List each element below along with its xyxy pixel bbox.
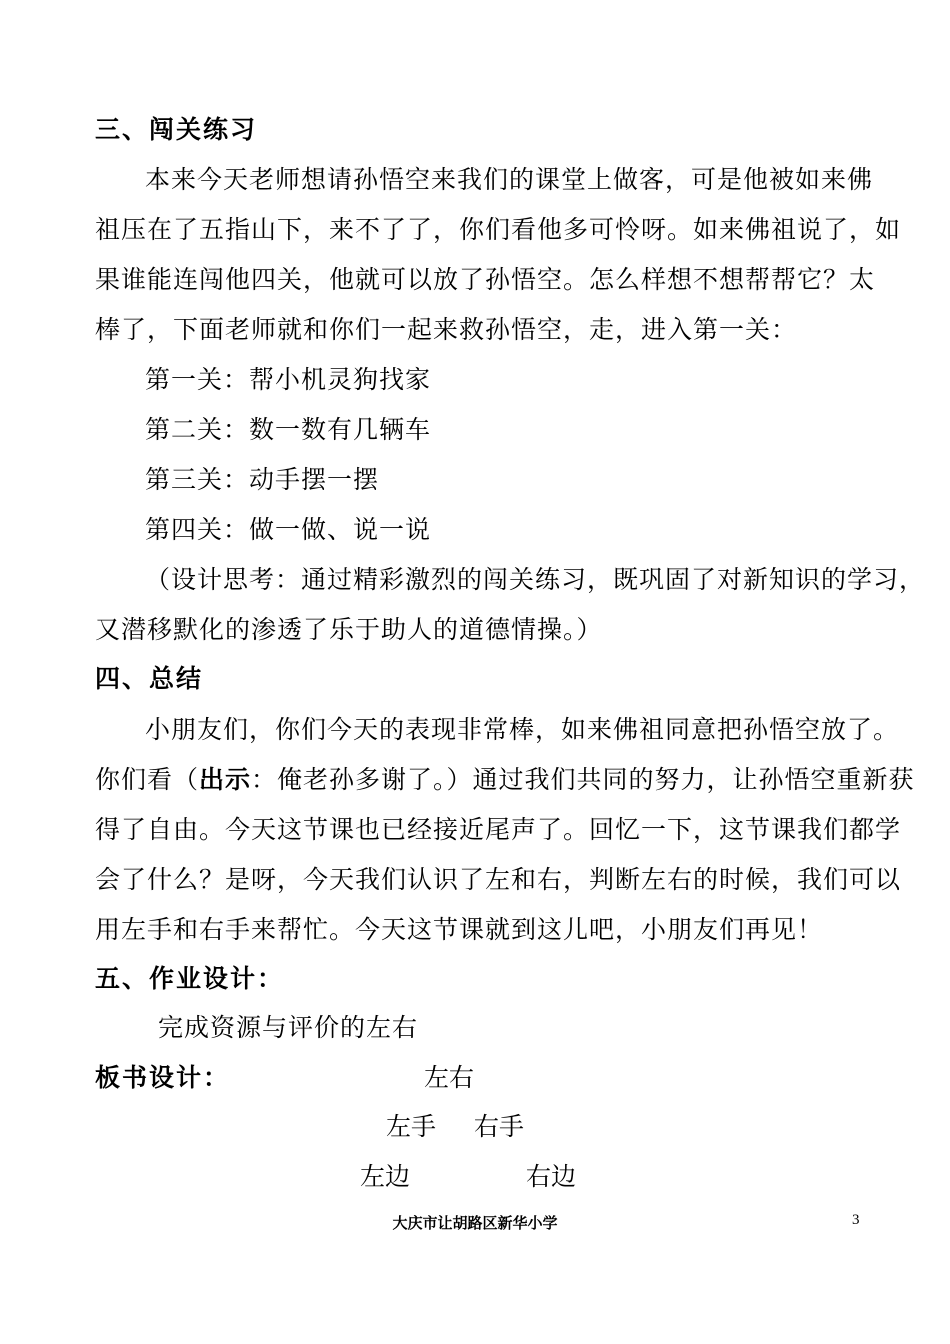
section-title-4: 四、总结 [95, 664, 204, 693]
level-item-2: 第二关：数一数有几辆车 [145, 415, 432, 444]
paragraph-line: 会了什么？是呀，今天我们认识了左和右，判断左右的时候，我们可以 [95, 865, 902, 894]
bold-keyword: 出示 [199, 765, 252, 794]
level-item-3: 第三关：动手摆一摆 [145, 465, 380, 494]
paragraph-line: 果谁能连闯他四关，他就可以放了孙悟空。怎么样想不想帮帮它？太 [95, 265, 876, 294]
design-note-line: （设计思考：通过精彩激烈的闯关练习，既巩固了对新知识的学习， [145, 565, 926, 594]
board-design-label: 板书设计： [95, 1063, 231, 1092]
board-left-hand: 左手 [386, 1112, 437, 1141]
section-title-3: 三、闯关练习 [95, 115, 258, 144]
paragraph-line: 用左手和右手来帮忙。今天这节课就到这儿吧，小朋友们再见！ [95, 915, 824, 944]
paragraph-line [95, 764, 915, 796]
level-item-4: 第四关：做一做、说一说 [145, 515, 432, 544]
board-top: 左右 [424, 1063, 475, 1092]
homework-line: 完成资源与评价的左右 [158, 1013, 419, 1042]
footer-school: 大庆市让胡路区新华小学 [392, 1214, 558, 1232]
paragraph-line: 本来今天老师想请孙悟空来我们的课堂上做客，可是他被如来佛 [145, 165, 874, 194]
page-number: 3 [852, 1212, 860, 1228]
board-right-side: 右边 [526, 1162, 577, 1191]
section-title-5: 五、作业设计： [95, 964, 285, 993]
level-item-1: 第一关：帮小机灵狗找家 [145, 365, 432, 394]
text-span: ：俺老孙多谢了。）通过我们共同的努力，让孙悟空重新获 [251, 765, 915, 794]
design-note-line: 又潜移默化的渗透了乐于助人的道德情操。） [95, 615, 603, 644]
paragraph-line: 得了自由。今天这节课也已经接近尾声了。回忆一下，这节课我们都学 [95, 815, 902, 844]
paragraph-line: 棒了，下面老师就和你们一起来救孙悟空，走，进入第一关： [95, 315, 798, 344]
text-span: 你们看（ [95, 765, 200, 794]
board-left-side: 左边 [360, 1162, 411, 1191]
board-right-hand: 右手 [474, 1112, 525, 1141]
paragraph-line: 小朋友们，你们今天的表现非常棒，如来佛祖同意把孙悟空放了。 [145, 715, 900, 744]
paragraph-line: 祖压在了五指山下，来不了了，你们看他多可怜呀。如来佛祖说了，如 [95, 215, 902, 244]
